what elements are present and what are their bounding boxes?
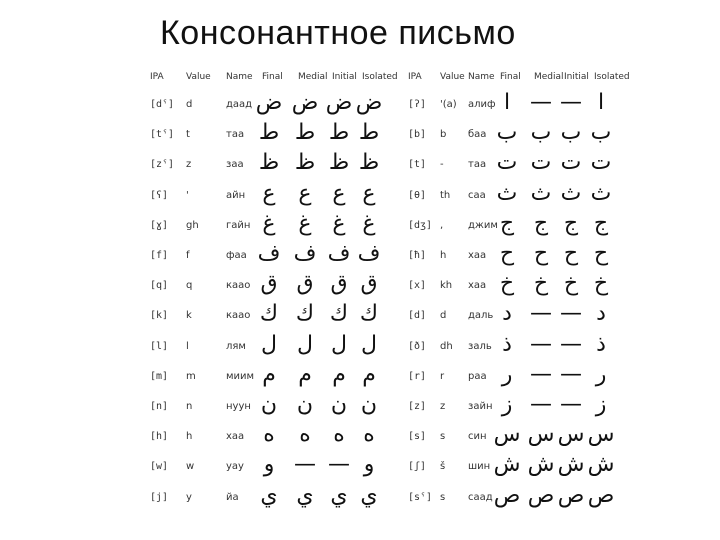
arabic-letter-initial: — bbox=[560, 90, 582, 115]
arabic-letter-isolated: خ bbox=[593, 271, 609, 297]
arabic-letter-final: ر bbox=[501, 361, 513, 387]
arabic-letter-isolated: ض bbox=[355, 90, 383, 115]
cell-value: r bbox=[440, 370, 445, 382]
arabic-letter-medial: س bbox=[527, 422, 555, 448]
cell-ipa: [ð] bbox=[408, 340, 427, 352]
arabic-letter-isolated: ج bbox=[593, 210, 609, 236]
arabic-letter-final: ه bbox=[263, 422, 275, 448]
cell-name: таа bbox=[226, 129, 245, 141]
arabic-letter-final: ص bbox=[493, 482, 521, 508]
arabic-letter-initial: ك bbox=[329, 301, 349, 327]
arabic-letter-medial: — bbox=[294, 452, 316, 478]
arabic-letter-final: غ bbox=[262, 210, 276, 236]
arabic-letter-isolated: ث bbox=[590, 180, 612, 206]
arabic-letter-medial: — bbox=[530, 331, 552, 357]
cell-value: k bbox=[186, 310, 192, 322]
arabic-letter-initial: — bbox=[560, 301, 582, 327]
cell-name: лям bbox=[226, 340, 246, 352]
arabic-letter-medial: ك bbox=[295, 301, 315, 327]
arabic-letter-initial: ف bbox=[327, 241, 351, 266]
arabic-letter-isolated: ب bbox=[590, 120, 612, 146]
arabic-letter-medial: ض bbox=[291, 90, 319, 115]
cell-ipa: [k] bbox=[150, 310, 169, 322]
cell-name: раа bbox=[468, 370, 487, 382]
cell-name: син bbox=[468, 431, 487, 443]
cell-ipa: [θ] bbox=[408, 189, 427, 201]
arabic-letter-final: ف bbox=[257, 241, 281, 266]
arabic-letter-final: ج bbox=[499, 210, 515, 236]
cell-name: нуун bbox=[226, 401, 251, 412]
cell-name: алиф bbox=[468, 99, 496, 110]
left-header-final: Final bbox=[262, 72, 283, 82]
arabic-letter-isolated: ه bbox=[363, 422, 375, 448]
arabic-letter-medial: ث bbox=[530, 180, 552, 206]
arabic-letter-isolated: ش bbox=[587, 452, 615, 478]
arabic-letter-initial: ح bbox=[563, 241, 579, 266]
arabic-letter-medial: ت bbox=[530, 150, 552, 176]
arabic-letter-initial: ض bbox=[325, 90, 353, 115]
arabic-letter-initial: ق bbox=[330, 271, 348, 297]
cell-name: саад bbox=[468, 491, 493, 503]
arabic-letter-initial: ن bbox=[330, 392, 348, 417]
cell-name: джим bbox=[468, 219, 498, 231]
arabic-letter-final: ث bbox=[496, 180, 518, 206]
cell-ipa: [b] bbox=[408, 129, 427, 141]
arabic-letter-final: ض bbox=[255, 90, 283, 115]
arabic-letter-initial: ث bbox=[560, 180, 582, 206]
arabic-letter-medial: ب bbox=[530, 120, 552, 146]
arabic-letter-initial: — bbox=[560, 392, 582, 417]
cell-name: уау bbox=[226, 461, 244, 473]
arabic-letter-medial: — bbox=[530, 361, 552, 387]
cell-name: саа bbox=[468, 189, 486, 201]
arabic-letter-initial: ط bbox=[328, 120, 350, 146]
cell-value: d bbox=[186, 99, 193, 110]
arabic-letter-final: ن bbox=[260, 392, 278, 417]
arabic-letter-isolated: ف bbox=[357, 241, 381, 266]
cell-value: š bbox=[440, 461, 446, 473]
cell-name: каао bbox=[226, 310, 251, 322]
arabic-letter-medial: ح bbox=[533, 241, 549, 266]
arabic-letter-isolated: ن bbox=[360, 392, 378, 417]
cell-value: - bbox=[440, 159, 444, 171]
cell-name: баа bbox=[468, 129, 487, 141]
arabic-letter-final: ط bbox=[258, 120, 280, 146]
arabic-letter-final: ي bbox=[260, 482, 278, 508]
arabic-letter-medial: — bbox=[530, 392, 552, 417]
arabic-letter-medial: ه bbox=[299, 422, 311, 448]
arabic-letter-final: ش bbox=[493, 452, 521, 478]
arabic-letter-medial: ف bbox=[293, 241, 317, 266]
right-header-value: Value bbox=[440, 72, 465, 82]
cell-name: миим bbox=[226, 370, 255, 382]
cell-value: h bbox=[186, 431, 193, 443]
arabic-letter-initial: ي bbox=[330, 482, 348, 508]
cell-ipa: [r] bbox=[408, 370, 427, 382]
cell-name: хаа bbox=[226, 431, 245, 443]
arabic-letter-initial: — bbox=[560, 331, 582, 357]
arabic-letter-initial: — bbox=[328, 452, 350, 478]
cell-value: dh bbox=[440, 340, 453, 352]
arabic-letter-final: م bbox=[262, 361, 276, 387]
cell-ipa: [q] bbox=[150, 280, 169, 292]
right-header-medial: Medial bbox=[534, 72, 564, 82]
cell-name: заль bbox=[468, 340, 492, 352]
arabic-letter-medial: — bbox=[530, 90, 552, 115]
arabic-letter-isolated: ي bbox=[360, 482, 378, 508]
arabic-letter-medial: ع bbox=[298, 180, 312, 206]
cell-value: kh bbox=[440, 280, 453, 292]
cell-value: s bbox=[440, 431, 446, 443]
arabic-letter-isolated: ز bbox=[595, 392, 607, 417]
cell-name: таа bbox=[468, 159, 487, 171]
cell-ipa: [ʔ] bbox=[408, 99, 427, 110]
arabic-letter-initial: س bbox=[557, 422, 585, 448]
arabic-letter-medial: ش bbox=[527, 452, 555, 478]
arabic-letter-final: د bbox=[502, 301, 512, 327]
arabic-letter-final: ب bbox=[496, 120, 518, 146]
cell-name: айн bbox=[226, 189, 246, 201]
cell-ipa: [x] bbox=[408, 280, 427, 292]
arabic-letter-medial: ط bbox=[294, 120, 316, 146]
alphabet-table bbox=[140, 72, 628, 532]
arabic-letter-isolated: س bbox=[587, 422, 615, 448]
arabic-letter-isolated: ح bbox=[593, 241, 609, 266]
cell-value: '(a) bbox=[440, 99, 457, 110]
arabic-letter-final: ذ bbox=[502, 331, 512, 357]
arabic-letter-medial: ن bbox=[296, 392, 314, 417]
arabic-letter-medial: ي bbox=[296, 482, 314, 508]
arabic-letter-final: ل bbox=[261, 331, 277, 357]
arabic-letter-final: و bbox=[263, 452, 275, 478]
cell-ipa: [l] bbox=[150, 340, 169, 352]
cell-name: йа bbox=[226, 491, 239, 503]
right-header-ipa: IPA bbox=[408, 72, 422, 82]
arabic-letter-final: ز bbox=[501, 392, 513, 417]
cell-value: d bbox=[440, 310, 447, 322]
cell-value: z bbox=[186, 159, 192, 171]
cell-ipa: [t] bbox=[408, 159, 427, 171]
arabic-letter-medial: ق bbox=[296, 271, 314, 297]
cell-ipa: [dʒ] bbox=[408, 219, 433, 231]
arabic-letter-final: ع bbox=[262, 180, 276, 206]
cell-value: gh bbox=[186, 219, 199, 231]
left-header-name: Name bbox=[226, 72, 253, 82]
cell-name: гайн bbox=[226, 219, 251, 231]
arabic-letter-medial: ظ bbox=[294, 150, 316, 176]
cell-ipa: [n] bbox=[150, 401, 169, 412]
arabic-letter-initial: ص bbox=[557, 482, 585, 508]
cell-value: th bbox=[440, 189, 451, 201]
cell-ipa: [s] bbox=[408, 431, 427, 443]
cell-ipa: [ħ] bbox=[408, 250, 427, 261]
cell-ipa: [ʃ] bbox=[408, 461, 427, 473]
cell-value: w bbox=[186, 461, 195, 473]
cell-name: шин bbox=[468, 461, 491, 473]
cell-ipa: [zˤ] bbox=[150, 159, 175, 171]
arabic-letter-final: ظ bbox=[258, 150, 280, 176]
arabic-letter-initial: خ bbox=[563, 271, 579, 297]
arabic-letter-isolated: م bbox=[362, 361, 376, 387]
arabic-letter-final: ا bbox=[503, 90, 511, 115]
page-title: Консонантное письмо bbox=[160, 14, 516, 52]
cell-value: n bbox=[186, 401, 193, 412]
arabic-letter-isolated: غ bbox=[362, 210, 376, 236]
arabic-letter-final: ك bbox=[259, 301, 279, 327]
arabic-letter-initial: ج bbox=[563, 210, 579, 236]
cell-value: ' bbox=[186, 189, 189, 201]
arabic-letter-medial: — bbox=[530, 301, 552, 327]
arabic-letter-initial: غ bbox=[332, 210, 346, 236]
cell-ipa: [d] bbox=[408, 310, 427, 322]
cell-ipa: [ɣ] bbox=[150, 219, 169, 231]
arabic-letter-isolated: ق bbox=[360, 271, 378, 297]
cell-ipa: [dˤ] bbox=[150, 99, 175, 110]
arabic-letter-final: ت bbox=[496, 150, 518, 176]
arabic-letter-medial: ص bbox=[527, 482, 555, 508]
left-header-medial: Medial bbox=[298, 72, 328, 82]
cell-value: h bbox=[440, 250, 447, 261]
arabic-letter-final: ق bbox=[260, 271, 278, 297]
cell-ipa: [f] bbox=[150, 250, 169, 261]
arabic-letter-isolated: ك bbox=[359, 301, 379, 327]
left-header-ipa: IPA bbox=[150, 72, 164, 82]
arabic-letter-isolated: ر bbox=[595, 361, 607, 387]
cell-name: зайн bbox=[468, 401, 493, 412]
arabic-letter-isolated: ل bbox=[361, 331, 377, 357]
left-header-value: Value bbox=[186, 72, 211, 82]
arabic-letter-medial: غ bbox=[298, 210, 312, 236]
arabic-letter-initial: م bbox=[332, 361, 346, 387]
arabic-letter-medial: م bbox=[298, 361, 312, 387]
arabic-letter-initial: ل bbox=[331, 331, 347, 357]
arabic-letter-isolated: ع bbox=[362, 180, 376, 206]
arabic-letter-initial: — bbox=[560, 361, 582, 387]
arabic-letter-medial: خ bbox=[533, 271, 549, 297]
cell-ipa: [m] bbox=[150, 370, 169, 382]
cell-value: y bbox=[186, 491, 192, 503]
right-header-final: Final bbox=[500, 72, 521, 82]
cell-name: даль bbox=[468, 310, 494, 322]
arabic-letter-isolated: ذ bbox=[596, 331, 606, 357]
arabic-letter-isolated: و bbox=[363, 452, 375, 478]
arabic-letter-final: ح bbox=[499, 241, 515, 266]
arabic-letter-final: خ bbox=[499, 271, 515, 297]
right-header-name: Name bbox=[468, 72, 495, 82]
right-header-isolated: Isolated bbox=[594, 72, 630, 82]
arabic-letter-isolated: ط bbox=[358, 120, 380, 146]
cell-name: даад bbox=[226, 99, 253, 110]
cell-value: b bbox=[440, 129, 447, 141]
arabic-letter-initial: ب bbox=[560, 120, 582, 146]
arabic-letter-medial: ج bbox=[533, 210, 549, 236]
cell-name: хаа bbox=[468, 280, 487, 292]
arabic-letter-initial: ه bbox=[333, 422, 345, 448]
cell-value: m bbox=[186, 370, 196, 382]
arabic-letter-final: س bbox=[493, 422, 521, 448]
cell-ipa: [w] bbox=[150, 461, 169, 473]
arabic-letter-isolated: ا bbox=[597, 90, 605, 115]
cell-value: , bbox=[440, 219, 444, 231]
cell-name: фаа bbox=[226, 250, 247, 261]
cell-value: t bbox=[186, 129, 190, 141]
right-header-initial: Initial bbox=[564, 72, 589, 82]
cell-ipa: [tˤ] bbox=[150, 129, 175, 141]
left-header-initial: Initial bbox=[332, 72, 357, 82]
cell-ipa: [ʕ] bbox=[150, 189, 169, 201]
left-header-isolated: Isolated bbox=[362, 72, 398, 82]
cell-name: хаа bbox=[468, 250, 487, 261]
cell-ipa: [j] bbox=[150, 491, 169, 503]
cell-value: q bbox=[186, 280, 193, 292]
cell-value: s bbox=[440, 491, 446, 503]
arabic-letter-medial: ل bbox=[297, 331, 313, 357]
arabic-letter-isolated: د bbox=[596, 301, 606, 327]
cell-ipa: [h] bbox=[150, 431, 169, 443]
cell-ipa: [z] bbox=[408, 401, 427, 412]
arabic-letter-isolated: ت bbox=[590, 150, 612, 176]
arabic-letter-initial: ش bbox=[557, 452, 585, 478]
arabic-letter-isolated: ظ bbox=[358, 150, 380, 176]
cell-ipa: [sˤ] bbox=[408, 491, 433, 503]
cell-name: заа bbox=[226, 159, 244, 171]
cell-name: каао bbox=[226, 280, 251, 292]
cell-value: f bbox=[186, 250, 190, 261]
arabic-letter-initial: ظ bbox=[328, 150, 350, 176]
arabic-letter-initial: ت bbox=[560, 150, 582, 176]
arabic-letter-isolated: ص bbox=[587, 482, 615, 508]
arabic-letter-initial: ع bbox=[332, 180, 346, 206]
cell-value: l bbox=[186, 340, 189, 352]
cell-value: z bbox=[440, 401, 446, 412]
